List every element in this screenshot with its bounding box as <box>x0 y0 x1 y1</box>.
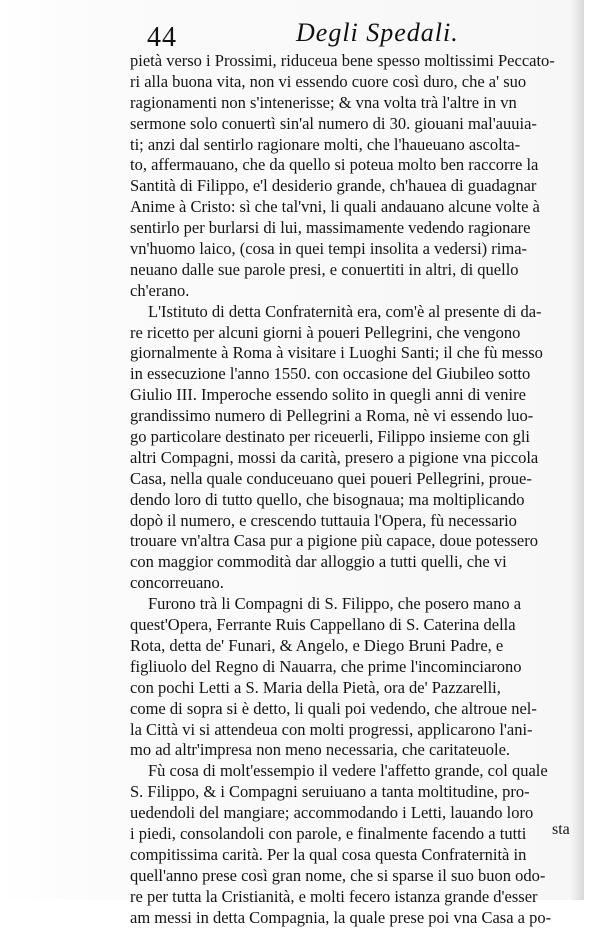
text-line: L'Istituto di detta Confraternità era, com'è al presente di da- <box>148 301 542 321</box>
text-line: ragionamenti non s'intenerisse; & vna volta trà l'altre in vn <box>130 92 517 112</box>
text-line: Giulio III. Imperoche essendo solito in quegli anni di venire <box>130 385 526 405</box>
text-line: re per tutta la Cristianità, e molti fecero istanza grande d'esser <box>130 886 538 906</box>
text-line: ch'erano. <box>130 280 190 300</box>
text-line: grandissimo numero di Pellegrini a Roma, nè vi essendo luo- <box>130 406 534 426</box>
text-line: ti; anzi dal sentirlo ragionare molti, che l'haueuano ascolta- <box>130 134 521 154</box>
text-line: la Città vi si attendeua con molti progressi, applicarono l'ani- <box>130 719 533 739</box>
text-line: Rota, detta de' Funari, & Angelo, e Diego Bruni Padre, e <box>130 635 504 655</box>
text-line: Anime à Cristo: sì che tal'vni, li quali andauano alcune volte à <box>130 197 540 217</box>
text-line: S. Filippo, & i Compagni seruiuano a tanta moltitudine, pro- <box>130 782 530 802</box>
text-line: am messi in detta Compagnia, la quale prese poi vna Casa a po- <box>130 907 552 927</box>
text-line: trouare vn'altra Casa pur a pigione più capace, doue potessero <box>130 531 538 551</box>
text-line: figliuolo del Regno di Nauarra, che prime l'incominciarono <box>130 656 522 676</box>
text-line: concorreuano. <box>130 573 224 593</box>
text-line: compitissima carità. Per la qual cosa questa Confraternità in <box>130 844 527 864</box>
text-line: Furono trà li Compagni di S. Filippo, che posero mano a <box>148 594 522 614</box>
text-line: con maggior commodità dar alloggio a tutti quelli, che vi <box>130 552 507 572</box>
text-line: go particolare destinato per riceuerli, Filippo insieme con gli <box>130 427 531 447</box>
text-line: quest'Opera, Ferrante Ruis Cappellano di S. Caterina della <box>130 615 516 635</box>
text-line: come di sopra si è detto, li quali poi vedendo, che altroue nel- <box>130 698 537 718</box>
text-line: Fù cosa di molt'essempio il vedere l'affetto grande, col quale <box>148 761 548 781</box>
text-line: dendo loro di tutto quello, che bisognaua; ma moltiplicando <box>130 489 525 509</box>
text-line: con pochi Letti a S. Maria della Pietà, ora de' Pazzarelli, <box>130 677 501 697</box>
text-line: sentirlo per burlarsi di lui, massimamente vedendo ragionare <box>130 218 531 238</box>
text-line: ri alla buona vita, non vi essendo cuore così duro, che a' suo <box>130 71 527 91</box>
text-line: sermone solo conuertì sin'al numero di 30. giouani mal'auuia- <box>130 113 537 133</box>
text-line: dopò il numero, e crescendo tuttauia l'Opera, fù necessario <box>130 510 517 530</box>
text-line: pietà verso i Prossimi, riduceua bene spesso moltissimi Peccato- <box>130 51 555 70</box>
text-line: altri Compagni, mossi da carità, presero a pigione vna piccola <box>130 447 539 467</box>
text-line: Santità di Filippo, e'l desiderio grande, ch'hauea di guadagnar <box>130 176 537 196</box>
binding-shadow <box>570 0 584 900</box>
catchword: sta <box>552 821 570 838</box>
body-text <box>130 51 600 928</box>
text-line: re ricetto per alcuni giorni à poueri Pellegrini, che vengono <box>130 322 521 342</box>
text-line: vn'huomo laico, (cosa in quei tempi insolita a vedersi) rima- <box>130 239 528 259</box>
text-line: mo ad altr'impresa non meno necessaria, che caritateuole. <box>130 740 511 760</box>
text-line: Casa, nella quale conduceuano quei poueri Pellegrini, proue- <box>130 468 532 488</box>
text-line: neuano dalle sue parole presi, e conuertiti in altri, di quello <box>130 259 519 279</box>
text-line: i piedi, consolandoli con parole, e finalmente facendo a tutti <box>130 823 527 843</box>
text-line: uedendoli del mangiare; accommodando i Letti, lauando loro <box>130 803 534 823</box>
text-line: in essecuzione l'anno 1550. con occasione del Giubileo sotto <box>130 364 531 384</box>
text-line: to, affermauano, che da quello si poteua molto ben raccorre la <box>130 155 539 175</box>
page-number: 44 <box>147 22 177 53</box>
text-line: quell'anno prese così gran nome, che si sparse il suo buon odo- <box>130 865 546 885</box>
running-head: Degli Spedali. <box>296 18 459 47</box>
text-line: giornalmente à Roma à visitare i Luoghi Santi; il che fù messo <box>130 343 543 363</box>
